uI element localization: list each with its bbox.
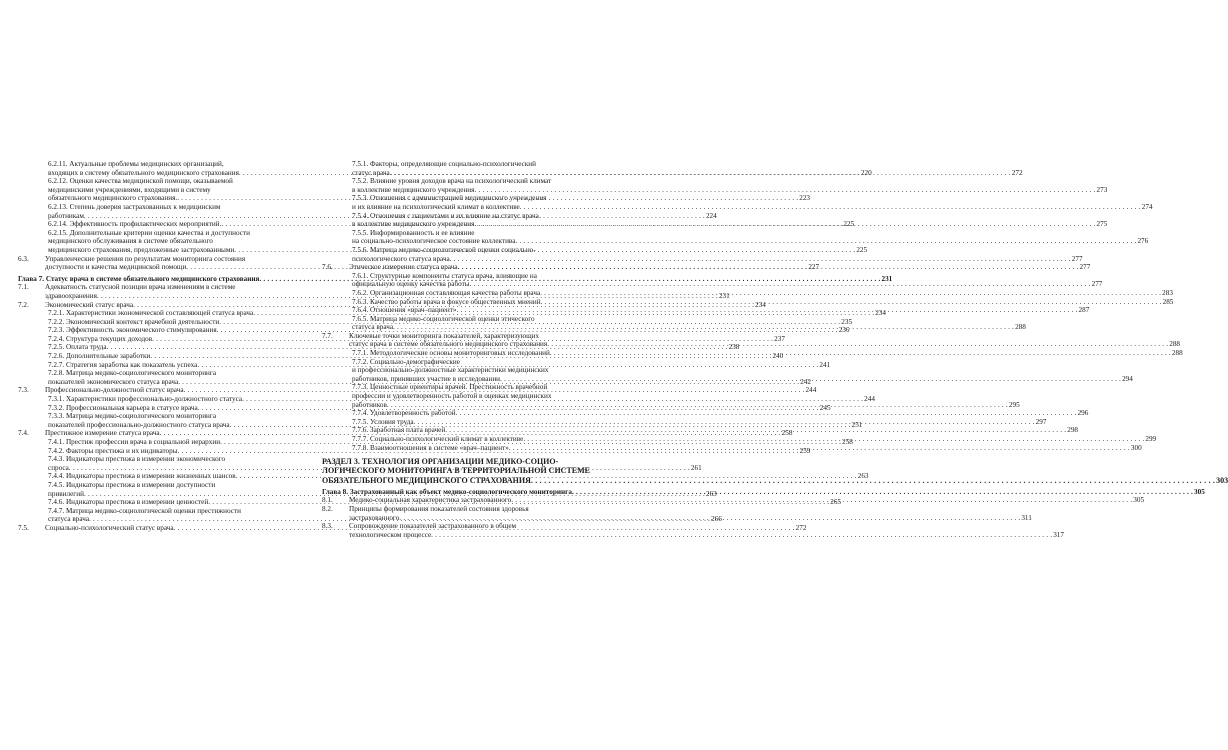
toc-page-number: 296 [1077, 409, 1089, 418]
toc-entry-title: статуса врача [352, 323, 394, 332]
toc-page-number: 317 [1053, 530, 1064, 539]
toc-entry-title: 7.4.7. Матрица медико-социологической оценки престижности [48, 506, 241, 515]
toc-entry-title: медицинскими учреждениями, входящими в систему [48, 185, 211, 194]
toc-page-number: 235 [841, 317, 853, 326]
toc-entry-title: Экономический статус врача [45, 300, 134, 309]
toc-entry-number: 8.1. [322, 496, 333, 505]
toc-entry-title: 7.7.4. Удовлетворенность работой [352, 409, 456, 418]
toc-entry-title: 7.6.2. Организационная составляющая качества работы врача [352, 288, 541, 297]
toc-page-number: 244 [805, 386, 817, 395]
toc-page-number: 227 [808, 263, 820, 272]
toc-entry-title: медицинского обслуживания в системе обязательного [48, 237, 213, 246]
toc-entry-title: 7.6.3. Качество работы врача в фокусе общественных мнений [352, 297, 541, 306]
toc-entry-title: 7.2.5. Оплата труда [48, 343, 107, 352]
dot-leader [500, 375, 1121, 384]
toc-page-number: 237 [774, 334, 785, 343]
toc-entry-title: психологического статуса врача [352, 254, 450, 263]
toc-entry-title: 7.7.1. Методологические основы мониторинговых исследований [352, 349, 550, 358]
toc-page-number: 276 [1137, 237, 1149, 246]
toc-page-number: 241 [819, 360, 831, 369]
toc-entry-title: 7.2.1. Характеристики экономической составляющей статуса врача [48, 309, 254, 318]
toc-entry-title: в коллективе медицинского учреждения [352, 220, 475, 229]
dot-leader [520, 203, 1141, 212]
toc-entry-title: здравоохранения [45, 291, 97, 300]
toc-entry [322, 228, 1149, 246]
dot-leader [509, 444, 1130, 453]
toc-entry-title: 7.3.2. Профессиональная карьера в статусе врача [48, 403, 198, 412]
dot-leader [515, 237, 1136, 246]
toc-page-number: 263 [857, 472, 869, 481]
toc-page-number: 288 [1171, 349, 1183, 358]
toc-page-number: 305 [1194, 487, 1205, 496]
toc-page-number: 297 [1035, 417, 1047, 426]
toc-entry-title: 7.4.6. Индикаторы престижа в измерении ценностей [48, 498, 209, 507]
toc-page-number: 285 [1162, 297, 1174, 306]
toc-entry-number: 6.3. [18, 254, 29, 263]
toc-entry-title: 7.4.1. Престиж профессии врача в социальной иерархии [48, 438, 221, 446]
toc-entry-title: 7.2.8. Матрица медико-социологического мониторинга [48, 369, 217, 378]
toc-page-number: 263 [705, 489, 717, 498]
toc-page-number: 272 [795, 523, 807, 532]
toc-entry-title: в коллективе медицинского учреждения [352, 185, 475, 194]
toc-page-number: 225 [856, 245, 868, 254]
toc-entry-title: Адекватность статусной позиции врача изменениям в системе [45, 283, 236, 292]
dot-leader [531, 476, 1215, 485]
dot-leader [541, 298, 1162, 307]
toc-entry-title: технологическом процессе [349, 530, 432, 539]
toc-page-number: 258 [842, 438, 853, 446]
dot-leader [458, 263, 1079, 272]
toc-page-number: 288 [1169, 340, 1181, 349]
toc-entry-title: статус врача [352, 168, 390, 177]
toc-entry [322, 177, 1108, 194]
toc-page-number: 288 [1015, 323, 1026, 332]
toc-entry-title: 6.2.12. Оценки качества медицинской помощи, оказываемой [48, 177, 233, 186]
toc-entry-title: статус врача в системе обязательного медицинского страхования [349, 340, 548, 349]
toc-entry-title: ОБЯЗАТЕЛЬНОГО МЕДИЦИНСКОГО СТРАХОВАНИЯ [322, 475, 531, 485]
toc-entry-title: спроса [48, 463, 69, 472]
toc-entry-title: застрахованного [349, 513, 400, 522]
toc-page-number: 273 [1096, 185, 1108, 194]
toc-entry-title: 7.4.3. Индикаторы престижа в измерении экономического [48, 455, 226, 464]
toc-entry-number: 7.4. [18, 429, 29, 438]
dot-leader [387, 401, 1008, 410]
toc-entry-title: РАЗДЕЛ 3. ТЕХНОЛОГИЯ ОРГАНИЗАЦИИ МЕДИКО-СОЦИО- [322, 457, 559, 467]
toc-page-number: 220 [860, 168, 872, 177]
toc-entry-number: 7.6. [322, 263, 333, 272]
toc-page-number: 238 [728, 343, 740, 352]
toc-entry-title: 7.7.7. Социально-психологический климат в коллективе [352, 435, 524, 443]
toc-entry-title: работников, принявших участие в исследовании [352, 374, 501, 383]
toc-entry-title: 7.3.3. Матрица медико-социологического мониторинга [48, 412, 217, 421]
toc-entry-number: 7.7. [322, 331, 333, 340]
toc-page-number: 298 [1067, 426, 1078, 435]
toc-entry-title: Принципы формирования показателей состояния здоровья [349, 504, 529, 513]
toc-entry-title: и их влияние на психологический климат в коллективе [352, 202, 520, 211]
toc-page-number: 305 [1133, 496, 1145, 505]
toc-entry-title: 7.5.3. Отношения с администрацией медицинского учреждения [352, 194, 547, 203]
toc-page-number: 300 [1130, 443, 1142, 452]
toc-entry-title: Глава 7. Статус врача в системе обязательного медицинского страхования [18, 274, 260, 283]
toc-entry-title: 7.5.6. Матрица медико-социологической оценки социально- [352, 245, 536, 254]
dot-leader [470, 280, 1091, 289]
toc-page-number: 242 [800, 377, 811, 386]
toc-page-number: 277 [1091, 280, 1103, 289]
toc-entry-title: привилегий [48, 489, 84, 498]
toc-entry-title: Престижное измерение статуса врача [45, 429, 160, 438]
dot-leader [547, 340, 1168, 349]
toc-entry-title: ЛОГИЧЕСКОГО МОНИТОРИНГА В ТЕРРИТОРИАЛЬНОЙ СИСТЕМЕ [322, 466, 591, 476]
dot-leader [572, 488, 1193, 497]
toc-entry-title: статуса врача [48, 515, 90, 524]
toc-page-number: 259 [799, 446, 811, 455]
toc-entry-title: 7.7.3. Ценностные ориентиры врачей. Престижность врачебной [352, 383, 548, 392]
dot-leader [393, 323, 1014, 332]
toc-entry-title: 7.4.4. Индикаторы престижа в измерении жизненных шансов [48, 472, 236, 481]
toc-entry-title: медицинского страхования, предложенные застрахованными [48, 245, 235, 254]
toc-entry-title: Медико-социальная характеристика застрахованного [349, 496, 512, 505]
dot-leader [474, 186, 1095, 195]
toc-entry-title: Сопровождение показателей застрахованного в общем [349, 522, 517, 531]
dot-leader [414, 418, 1035, 427]
dot-leader [523, 435, 1144, 444]
toc-page-number: 295 [1008, 400, 1020, 409]
toc-entry-title: 7.7.6. Заработная плата врачей [352, 426, 446, 435]
toc-page-number: 245 [819, 403, 831, 412]
toc-page-number: 240 [772, 352, 784, 361]
toc-page-number: 274 [1141, 202, 1153, 211]
toc-page-number: 231 [718, 291, 730, 300]
toc-page-number: 272 [1011, 168, 1023, 177]
toc-entry-title: 7.5.5. Информированность и ее влияние [352, 228, 475, 237]
toc-page-number: 265 [830, 498, 842, 507]
toc-page-number: 277 [1079, 263, 1091, 272]
toc-page-number: 234 [755, 300, 766, 309]
toc-entry-title: входящих в систему обязательного медицинского страхования [48, 168, 239, 177]
dot-leader [450, 255, 1071, 264]
dot-leader [456, 306, 1077, 315]
toc-entry-title: 7.2.2. Экономический контекст врачебной деятельности [48, 317, 220, 326]
toc-entry-title: 6.2.15. Дополнительные критерии оценки качества и доступности [48, 228, 250, 237]
toc-entry-number: 8.3. [322, 522, 333, 531]
toc-entry-title: показателей экономического статуса врача [48, 377, 179, 386]
toc-entry-title: и профессионально-должностные характеристики медицинских [352, 366, 549, 375]
toc-entry-number: 7.1. [18, 283, 29, 292]
toc-page-number: 294 [1122, 374, 1133, 383]
toc-entry-number: 8.2. [322, 504, 333, 513]
toc-page-number: 236 [838, 326, 850, 335]
toc-entry-title: доступности и качества медицинской помощи [45, 263, 187, 272]
toc-entry-title: 7.5.4. Отношения с пациентами и их влияние на статус врача [352, 211, 539, 220]
dot-leader [540, 289, 1161, 298]
toc-entry-title: 7.4.5. Индикаторы престижа в измерении доступности [48, 480, 216, 489]
toc-entry-title: 7.2.7. Стратегия заработка как показатель успеха [48, 360, 198, 369]
toc-page-number: 261 [690, 463, 702, 472]
toc-entry-title: 7.5.2. Влияние уровня доходов врача на психологический климат [352, 177, 552, 186]
dot-leader [399, 514, 1020, 523]
toc-page-number: 299 [1145, 435, 1157, 443]
toc-entry-title: Этическое измерение статуса врача [349, 263, 458, 272]
toc-entry-title: 7.6.5. Матрица медико-социологической оценки этического [352, 314, 535, 323]
toc-entry-title: 7.7.8. Взаимоотношения в системе «врач–пациент» [352, 443, 509, 452]
toc-entry-title: показателей профессионально-должностного статуса врача [48, 420, 230, 429]
toc-page-number: 277 [1071, 254, 1083, 263]
toc-entry-number: 7.5. [18, 523, 29, 532]
toc-entry-title: 7.2.6. Дополнительные заработки [48, 352, 151, 361]
dot-leader [474, 220, 1095, 229]
toc-entry-title: работникам [48, 211, 84, 220]
toc-entry-title: Ключевые точки мониторинга показателей, характеризующих [349, 331, 540, 340]
toc-entry-title: на социально-психологическое состояние коллектива [352, 237, 516, 246]
toc-entry-number: 7.2. [18, 300, 29, 309]
toc-page-number: 287 [1078, 306, 1090, 315]
toc-page-number: 251 [851, 420, 863, 429]
toc-page-number: 303 [1216, 475, 1228, 485]
dot-leader [445, 426, 1066, 435]
toc-entry-title: 6.2.13. Степень доверия застрахованных к медицинским [48, 202, 221, 211]
toc-entry-title: Глава 8. Застрахованный как объект медико-социологического мониторинга [322, 487, 572, 496]
toc-entry-title: 7.6.1. Структурные компоненты статуса врача, влияющие на [352, 271, 537, 280]
toc-entry-title: 7.2.3. Эффективность экономического стимулирования [48, 326, 217, 335]
toc-entry-number: 7.3. [18, 386, 29, 395]
toc-entry-title: 7.3.1. Характеристики профессионально-должностного статуса [48, 395, 243, 404]
toc-page-number: 223 [799, 194, 810, 203]
toc-entry-title: профессии и удовлетворенность работой в оценках медицинских [352, 392, 552, 401]
toc-entry-title: Профессионально-должностной статус врача [45, 386, 184, 395]
dot-leader [550, 349, 1171, 358]
toc-entry-title: 7.6.4. Отношения «врач–пациент» [352, 306, 457, 315]
toc-entry-title: Управленческие решения по результатам мониторинга состояния [45, 254, 246, 263]
toc-entry-title: 7.2.4. Структура текущих доходов [48, 334, 153, 343]
dot-leader [456, 409, 1077, 418]
toc-page-number: 275 [1096, 220, 1108, 229]
toc-entry-title: обязательного медицинского страхования. [48, 194, 178, 203]
toc-page-number: 234 [875, 309, 886, 318]
dot-leader [511, 496, 1132, 505]
toc-page-number: 283 [1162, 288, 1173, 297]
toc-entry-title: 7.4.2. Факторы престижа и их индикаторы [48, 446, 178, 455]
toc-entry-title: 6.2.11. Актуальные проблемы медицинских организаций, [48, 160, 224, 168]
toc-page-number: 311 [1021, 513, 1032, 522]
toc-entry-title: 7.5.1. Факторы, определяющие социально-психологический [352, 160, 536, 168]
toc-page-number: 225 [843, 220, 855, 229]
toc-page-number: 224 [705, 211, 717, 220]
dot-leader [431, 531, 1052, 540]
toc-entry-title: 6.2.14. Эффективность профилактических мероприятий. [48, 220, 222, 229]
toc-entry-title: Социально-психологический статус врача [45, 523, 174, 532]
toc-entry-title: работников [352, 400, 387, 409]
dot-leader [390, 169, 1011, 178]
toc-page-number: 266 [711, 515, 722, 524]
toc-page-number: 244 [864, 395, 875, 404]
toc-page-number: 231 [881, 274, 893, 283]
toc-page-number: 258 [781, 429, 793, 438]
toc-entry-title: 7.7.5. Условия труда [352, 417, 414, 426]
toc-entry-title: официальную оценку качества работы [352, 280, 470, 289]
toc-entry-title: 7.7.2. Социально-демографические [352, 357, 460, 366]
toc-entry [322, 409, 1089, 418]
